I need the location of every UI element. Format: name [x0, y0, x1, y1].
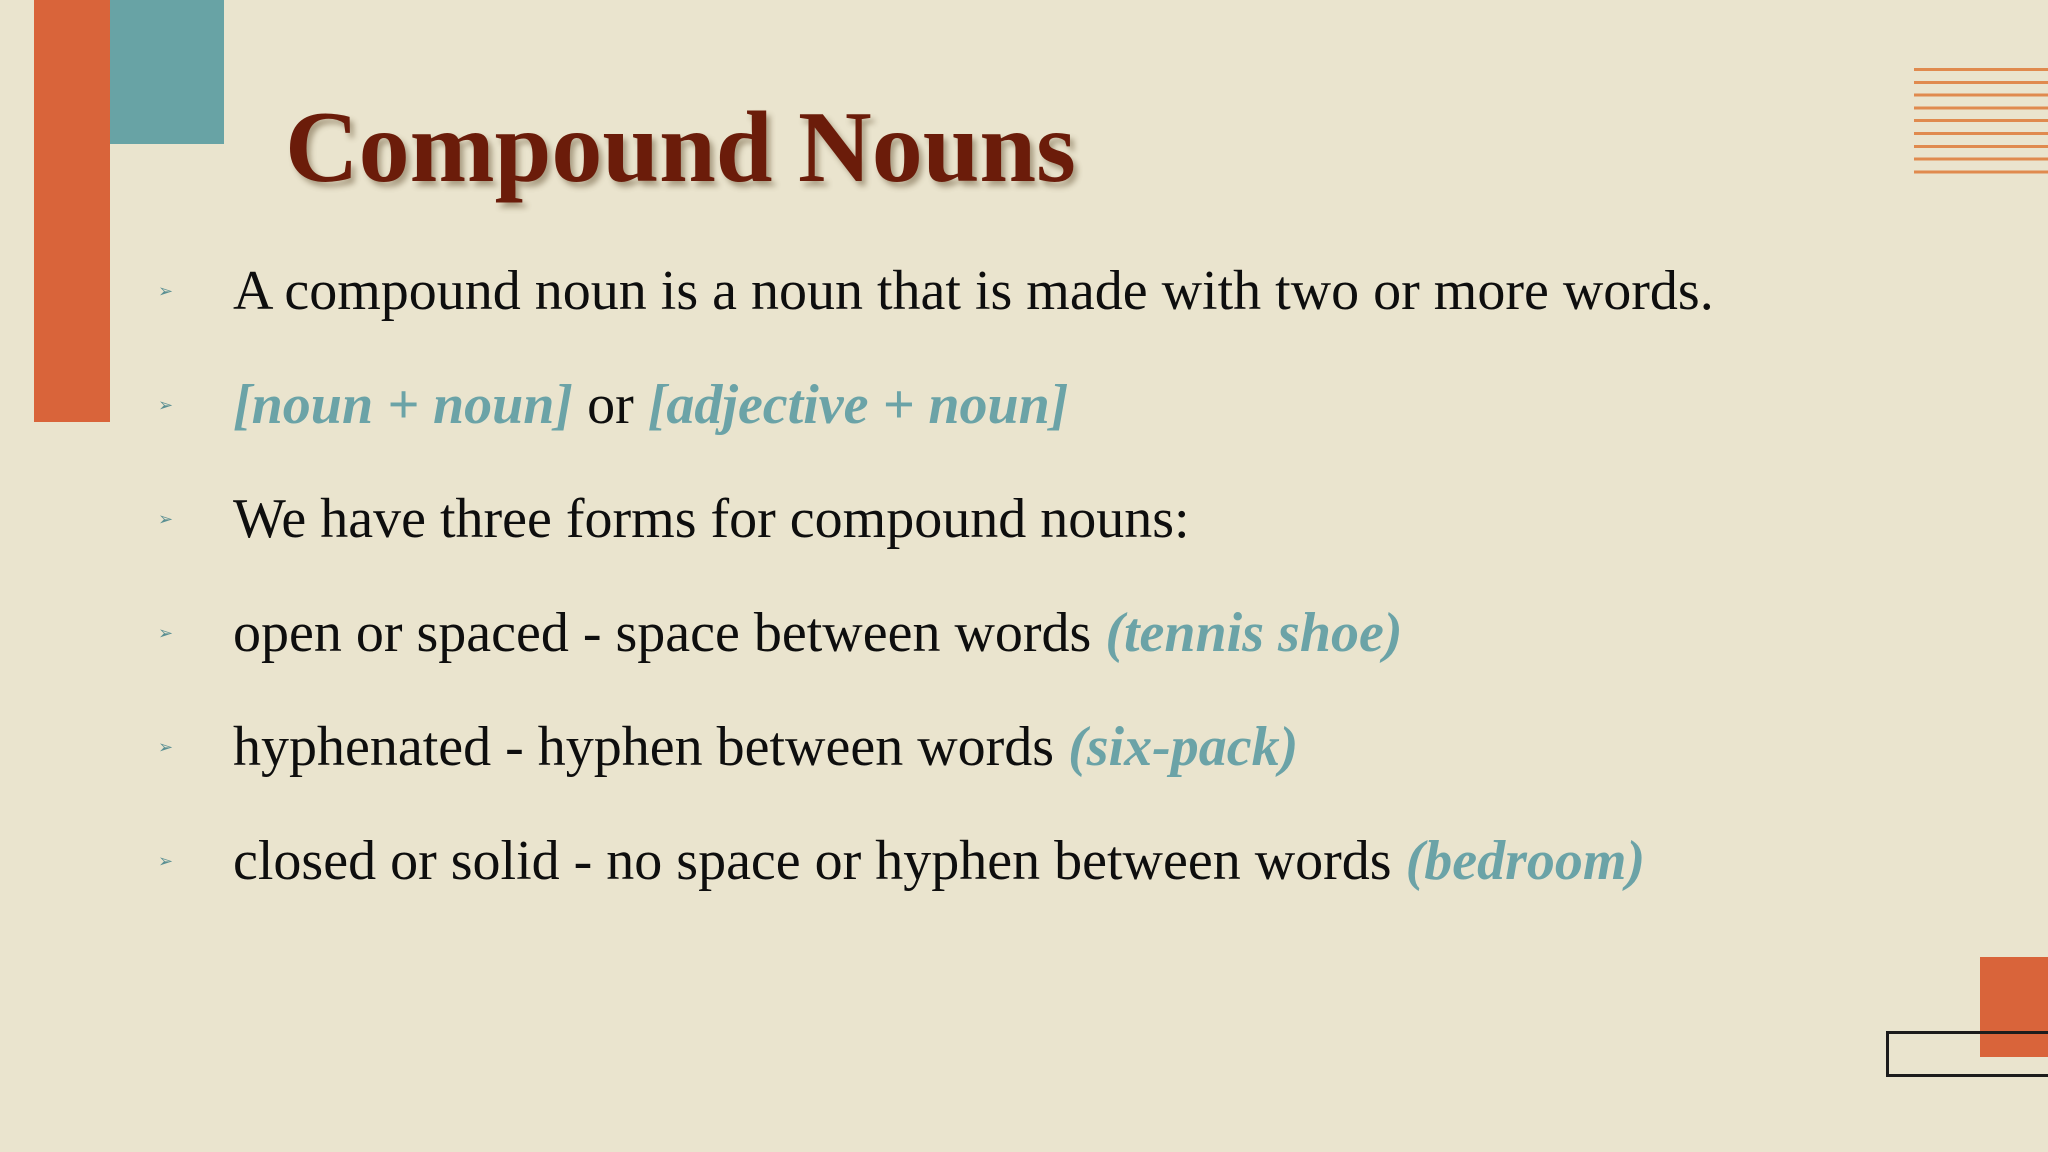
bullet-item-definition — [0, 251, 1900, 341]
arrowhead-bullet-icon: ➢ — [158, 395, 174, 416]
arrowhead-bullet-icon: ➢ — [158, 851, 174, 872]
bullet-item-closed-form — [0, 821, 1900, 911]
decorative-teal-block — [110, 0, 224, 144]
decorative-outline-rect — [1886, 1031, 2048, 1077]
bullet-item-open-form — [0, 593, 1900, 683]
bullet-text: or — [573, 374, 648, 436]
bullet-text: hyphenated - hyphen between words — [233, 716, 1069, 778]
arrowhead-bullet-icon: ➢ — [158, 281, 174, 302]
arrowhead-bullet-icon: ➢ — [158, 737, 174, 758]
arrowhead-bullet-icon: ➢ — [158, 509, 174, 530]
example-text: (tennis shoe) — [1105, 602, 1403, 664]
bullet-text: closed or solid - no space or hyphen between words — [233, 830, 1406, 892]
arrowhead-bullet-icon: ➢ — [158, 623, 174, 644]
slide-title: Compound Nouns — [285, 91, 1076, 204]
bullet-text: A compound noun is a noun that is made with two or more words. — [233, 260, 1714, 322]
example-text: (bedroom) — [1405, 830, 1646, 892]
pattern-noun-noun: [noun + noun] — [233, 374, 574, 436]
decorative-stripes — [1914, 68, 2048, 174]
decorative-orange-bar — [34, 0, 110, 422]
bullet-text: open or spaced - space between words — [233, 602, 1106, 664]
example-text: (six-pack) — [1068, 716, 1299, 778]
bullet-item-forms-intro — [0, 479, 1900, 569]
bullet-item-patterns — [0, 365, 1900, 455]
pattern-adjective-noun: [adjective + noun] — [647, 374, 1069, 436]
bullet-item-hyphenated-form — [0, 707, 1900, 797]
bullet-text: We have three forms for compound nouns: — [233, 488, 1190, 550]
